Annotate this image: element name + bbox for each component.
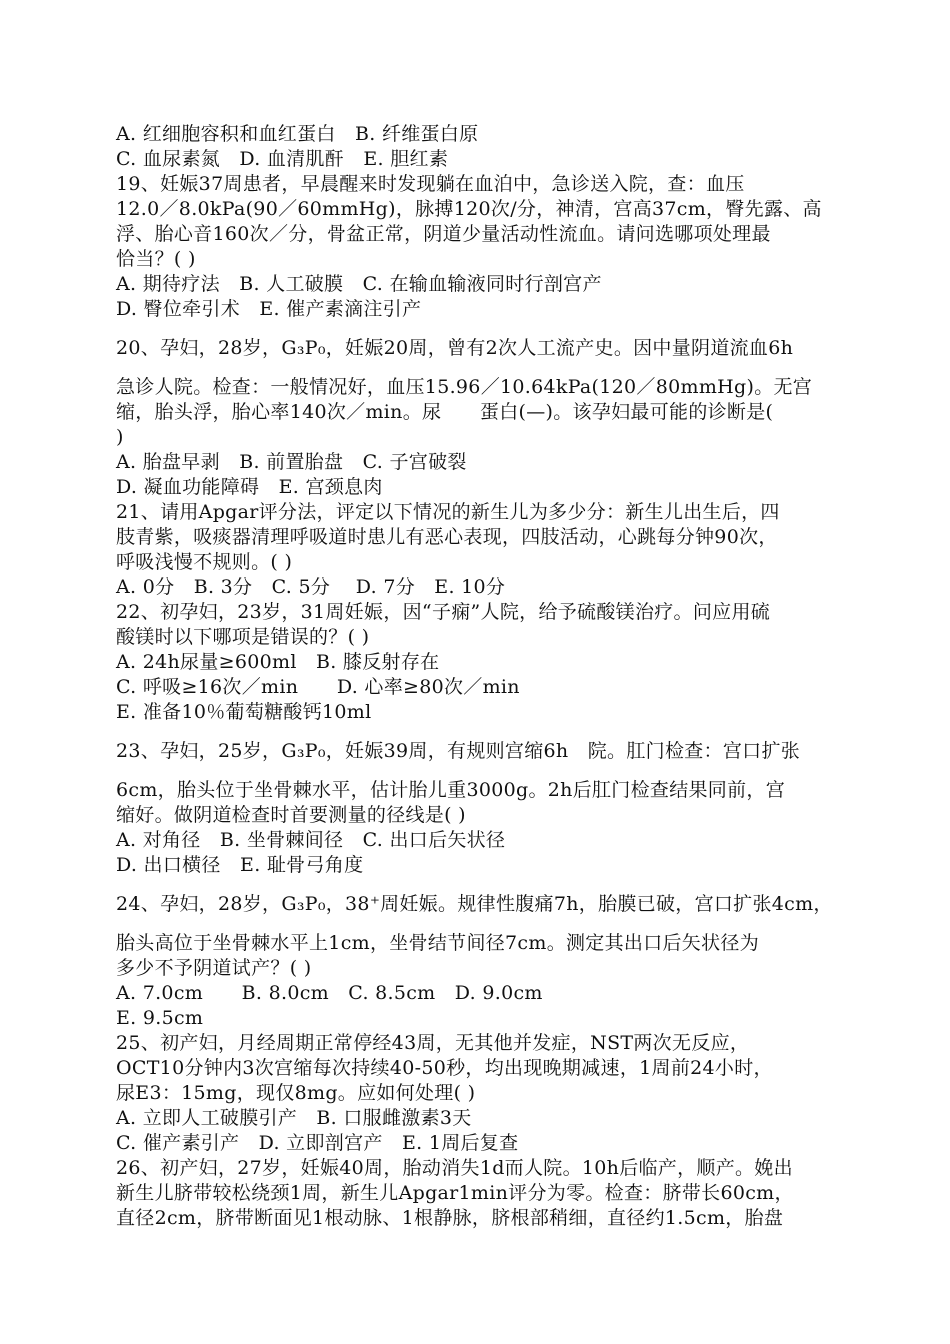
text-line: A. 胎盘早剥 B. 前置胎盘 C. 子宫破裂	[116, 451, 467, 473]
text-line: 恰当？( )	[116, 248, 196, 270]
text-line: 25、初产妇，月经周期正常停经43周，无其他并发症，NST两次无反应，	[116, 1032, 750, 1054]
text-line: D. 出口横径 E. 耻骨弓角度	[116, 854, 364, 876]
text-line: A. 红细胞容积和血红蛋白 B. 纤维蛋白原	[116, 123, 479, 145]
text-line: E. 准备10％葡萄糖酸钙10ml	[116, 701, 372, 723]
text-line: 24、孕妇，28岁，G₃P₀，38⁺周妊娠。规律性腹痛7h，胎膜已破，宫口扩张4cm，	[116, 893, 833, 915]
text-line: A. 24h尿量≥600ml B. 膝反射存在	[116, 651, 440, 673]
text-line: 直径2cm，脐带断面见1根动脉、1根静脉，脐根部稍细，直径约1.5cm，胎盘	[116, 1207, 784, 1229]
text-line: D. 臀位牵引术 E. 催产素滴注引产	[116, 298, 422, 320]
text-line: 19、妊娠37周患者，早晨醒来时发现躺在血泊中，急诊送入院，查：血压	[116, 173, 745, 195]
text-line: 呼吸浅慢不规则。( )	[116, 551, 293, 573]
text-line: 12.0／8.0kPa(90／60mmHg)，脉搏120次/分，神清，宫高37cm，臀先露、高	[116, 198, 822, 220]
text-line: 缩，胎头浮，胎心率140次／min。尿 蛋白(—)。该孕妇最可能的诊断是(	[116, 401, 774, 423]
text-line: 缩好。做阴道检查时首要测量的径线是( )	[116, 804, 466, 826]
text-line: 酸镁时以下哪项是错误的？( )	[116, 626, 370, 648]
text-line: A. 期待疗法 B. 人工破膜 C. 在输血输液同时行剖宫产	[116, 273, 602, 295]
text-line: 胎头高位于坐骨棘水平上1cm，坐骨结节间径7cm。测定其出口后矢状径为	[116, 932, 759, 954]
text-line: A. 对角径 B. 坐骨棘间径 C. 出口后矢状径	[116, 829, 506, 851]
text-line: 22、初孕妇，23岁，31周妊娠，因“子痫”人院，给予硫酸镁治疗。问应用硫	[116, 601, 771, 623]
text-line: E. 9.5cm	[116, 1007, 204, 1029]
text-line: 26、初产妇，27岁，妊娠40周，胎动消失1d而人院。10h后临产，顺产。娩出	[116, 1157, 793, 1179]
text-line: OCT10分钟内3次宫缩每次持续40-50秒，均出现晚期减速，1周前24小时，	[116, 1057, 773, 1079]
text-line: 23、孕妇，25岁，G₃P₀，妊娠39周，有规则宫缩6h 院。肛门检查：宫口扩张	[116, 740, 801, 762]
text-line: A. 0分 B. 3分 C. 5分 D. 7分 E. 10分	[116, 576, 506, 598]
text-line: C. 血尿素氮 D. 血清肌酐 E. 胆红素	[116, 148, 449, 170]
text-line: 多少不予阴道试产？( )	[116, 957, 312, 979]
text-line: 尿E3：15mg，现仅8mg。应如何处理( )	[116, 1082, 476, 1104]
text-line: 肢青紫，吸痰器清理呼吸道时患儿有恶心表现，四肢活动，心跳每分钟90次，	[116, 526, 778, 548]
text-line: 浮、胎心音160次／分，骨盆正常，阴道少量活动性流血。请问选哪项处理最	[116, 223, 771, 245]
text-line: 20、孕妇，28岁，G₃P₀，妊娠20周，曾有2次人工流产史。因中量阴道流血6h	[116, 337, 794, 359]
text-line: D. 凝血功能障碍 E. 宫颈息肉	[116, 476, 383, 498]
text-line: A. 立即人工破膜引产 B. 口服雌激素3天	[116, 1107, 472, 1129]
text-line: 急诊人院。检查：一般情况好，血压15.96／10.64kPa(120／80mmHg)。无宫	[116, 376, 813, 398]
text-line: 21、请用Apgar评分法，评定以下情况的新生儿为多少分：新生儿出生后，四	[116, 501, 780, 523]
text-line: C. 催产素引产 D. 立即剖宫产 E. 1周后复查	[116, 1132, 519, 1154]
text-line: C. 呼吸≥16次／min D. 心率≥80次／min	[116, 676, 520, 698]
text-line: )	[116, 426, 124, 448]
text-line: 新生儿脐带较松绕颈1周，新生儿Apgar1min评分为零。检查：脐带长60cm，	[116, 1182, 794, 1204]
text-line: 6cm，胎头位于坐骨棘水平，估计胎儿重3000g。2h后肛门检查结果同前，宫	[116, 779, 785, 801]
text-line: A. 7.0cm B. 8.0cm C. 8.5cm D. 9.0cm	[116, 982, 543, 1004]
